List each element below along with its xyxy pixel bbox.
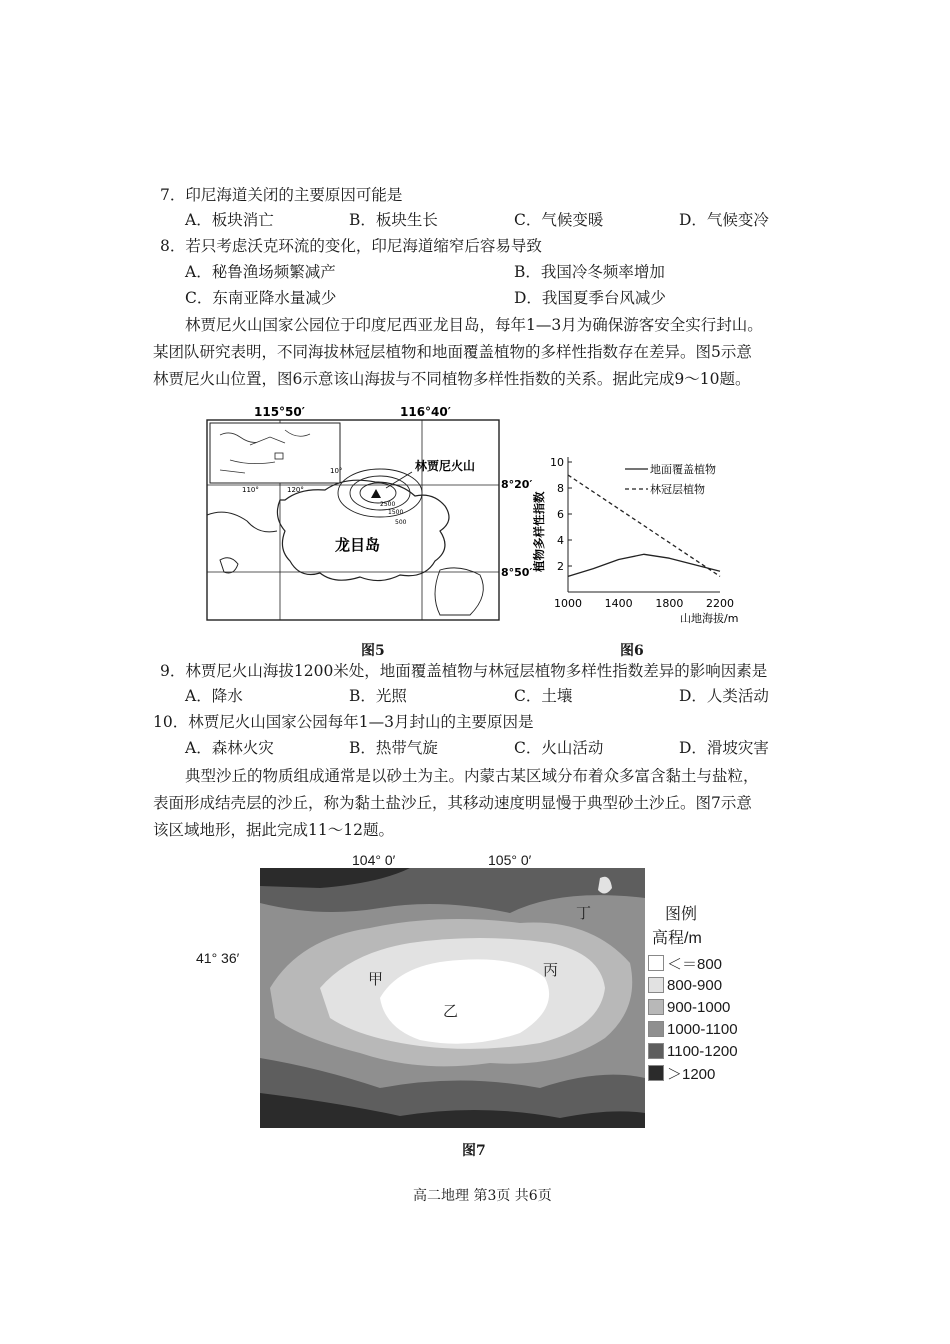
q9-option-a[interactable]: A．降水 bbox=[185, 687, 243, 705]
fig7-lat: 41° 36′ bbox=[196, 950, 240, 966]
fig5-contour-1500: 1500 bbox=[388, 509, 404, 516]
fig7-legend-label: 900-1000 bbox=[667, 998, 731, 1016]
fig5-inset-lon-1: 110° bbox=[242, 486, 259, 494]
fig7-legend-title: 图例 bbox=[665, 906, 698, 923]
fig7-legend-swatch bbox=[648, 977, 664, 993]
fig7-lon-2: 105° 0′ bbox=[488, 852, 532, 868]
fig7-lon-1: 104° 0′ bbox=[352, 852, 396, 868]
fig7-caption: 图7 bbox=[462, 1143, 486, 1159]
passage2-line-3: 该区域地形，据此完成11～12题。 bbox=[153, 821, 394, 839]
passage2-line-2: 表面形成结壳层的沙丘，称为黏土盐沙丘，其移动速度明显慢于典型砂土沙丘。图7示意 bbox=[153, 794, 752, 812]
fig7-legend-item bbox=[648, 1062, 738, 1084]
q8-option-a[interactable]: A．秘鲁渔场频繁减产 bbox=[185, 263, 336, 281]
fig7-legend-label: 800-900 bbox=[667, 976, 723, 994]
fig6-ytick-label: 6 bbox=[557, 508, 564, 521]
fig6-xtick-label: 2200 bbox=[706, 597, 734, 610]
q10-option-b[interactable]: B．热带气旋 bbox=[349, 739, 438, 757]
q8-option-b[interactable]: B．我国冷冬频率增加 bbox=[514, 263, 665, 281]
fig5-volcano-label: 林贾尼火山 bbox=[415, 459, 476, 473]
fig7-legend-unit: 高程/m bbox=[652, 930, 702, 947]
fig7-place-yi: 乙 bbox=[443, 1002, 459, 1020]
q7-option-b[interactable]: B．板块生长 bbox=[349, 211, 438, 229]
q7-option-d[interactable]: D．气候变冷 bbox=[679, 211, 769, 229]
fig7-legend-label: 1000-1100 bbox=[667, 1020, 738, 1038]
q8-stem: 8．若只考虑沃克环流的变化，印尼海道缩窄后容易导致 bbox=[160, 237, 542, 255]
q10-option-d[interactable]: D．滑坡灾害 bbox=[679, 739, 769, 757]
q7-option-c[interactable]: C．气候变暖 bbox=[514, 211, 604, 229]
fig7-legend-list bbox=[648, 952, 738, 1084]
q7-option-a[interactable]: A．板块消亡 bbox=[185, 211, 274, 229]
q10-stem: 10．林贾尼火山国家公园每年1—3月封山的主要原因是 bbox=[153, 713, 534, 731]
fig5-lon-right: 116°40′ bbox=[400, 405, 451, 419]
fig7-legend-swatch bbox=[648, 1021, 664, 1037]
fig6-ytick-label: 4 bbox=[557, 534, 564, 547]
q9-option-c[interactable]: C．土壤 bbox=[514, 687, 573, 705]
fig6-series-ground-line bbox=[568, 554, 720, 576]
fig7-legend-swatch bbox=[648, 1043, 664, 1059]
fig7-legend-swatch bbox=[648, 1065, 664, 1081]
fig7-place-jia: 甲 bbox=[368, 970, 384, 988]
fig7-legend-label: 1100-1200 bbox=[667, 1042, 738, 1060]
fig6-xtick-label: 1000 bbox=[554, 597, 582, 610]
q9-stem: 9．林贾尼火山海拔1200米处，地面覆盖植物与林冠层植物多样性指数差异的影响因素是 bbox=[160, 662, 768, 680]
q9-option-d[interactable]: D．人类活动 bbox=[679, 687, 769, 705]
fig7-terrain-map bbox=[260, 868, 645, 1128]
fig6-ytick-label: 10 bbox=[550, 456, 564, 469]
fig5-lon-left: 115°50′ bbox=[254, 405, 305, 419]
fig7-legend-label: ＞1200 bbox=[667, 1065, 716, 1083]
fig7-legend-item bbox=[648, 996, 738, 1018]
fig5-island-label: 龙目岛 bbox=[335, 536, 381, 554]
q7-stem: 7．印尼海道关闭的主要原因可能是 bbox=[160, 186, 403, 204]
passage1-line-1: 林贾尼火山国家公园位于印度尼西亚龙目岛，每年1—3月为确保游客安全实行封山。 bbox=[185, 316, 763, 334]
fig6-xtick-label: 1400 bbox=[604, 597, 633, 610]
fig6-xlabel: 山地海拔/m bbox=[680, 612, 739, 625]
q8-option-d[interactable]: D．我国夏季台风减少 bbox=[514, 289, 666, 307]
fig7-place-ding: 丁 bbox=[576, 904, 592, 922]
passage1-line-3: 林贾尼火山位置，图6示意该山海拔与不同植物多样性指数的关系。据此完成9～10题。 bbox=[153, 370, 751, 388]
fig6-legend-ground: 地面覆盖植物 bbox=[650, 463, 716, 476]
fig6-ylabel: 植物多样性指数 bbox=[532, 491, 546, 572]
fig7-legend-label: ＜＝800 bbox=[667, 955, 723, 973]
fig5-lat-top: 8°20′ bbox=[501, 478, 533, 491]
q8-option-c[interactable]: C．东南亚降水量减少 bbox=[185, 289, 337, 307]
q10-option-a[interactable]: A．森林火灾 bbox=[185, 739, 274, 757]
fig7-place-bing: 丙 bbox=[543, 961, 559, 979]
fig6-ytick-label: 2 bbox=[557, 560, 564, 573]
fig5-contour-500: 500 bbox=[395, 519, 407, 526]
fig7-legend-item bbox=[648, 952, 738, 974]
fig5-map bbox=[190, 400, 533, 630]
fig7-legend-swatch bbox=[648, 955, 664, 971]
q10-option-c[interactable]: C．火山活动 bbox=[514, 739, 604, 757]
fig7-legend-item bbox=[648, 974, 738, 996]
q9-option-b[interactable]: B．光照 bbox=[349, 687, 407, 705]
fig5-caption: 图5 bbox=[361, 643, 385, 659]
fig5-contour-2500: 2500 bbox=[380, 501, 396, 508]
page-footer: 高二地理 第3页 共6页 bbox=[413, 1188, 552, 1204]
fig5-inset-lon-2: 120° bbox=[287, 486, 304, 494]
fig6-chart bbox=[530, 452, 745, 632]
passage1-line-2: 某团队研究表明，不同海拔林冠层植物和地面覆盖植物的多样性指数存在差异。图5示意 bbox=[153, 343, 752, 361]
fig7-legend-item bbox=[648, 1040, 738, 1062]
fig7-legend-item bbox=[648, 1018, 738, 1040]
fig5-lat-bottom: 8°50′ bbox=[501, 566, 533, 579]
fig6-ytick-label: 8 bbox=[557, 482, 564, 495]
fig5-inset-lat: 10° bbox=[330, 467, 343, 475]
passage2-line-1: 典型沙丘的物质组成通常是以砂土为主。内蒙古某区域分布着众多富含黏土与盐粒， bbox=[185, 767, 759, 785]
fig6-caption: 图6 bbox=[620, 643, 644, 659]
fig6-legend-canopy: 林冠层植物 bbox=[650, 483, 705, 496]
fig7-legend-swatch bbox=[648, 999, 664, 1015]
fig6-xtick-label: 1800 bbox=[655, 597, 684, 610]
